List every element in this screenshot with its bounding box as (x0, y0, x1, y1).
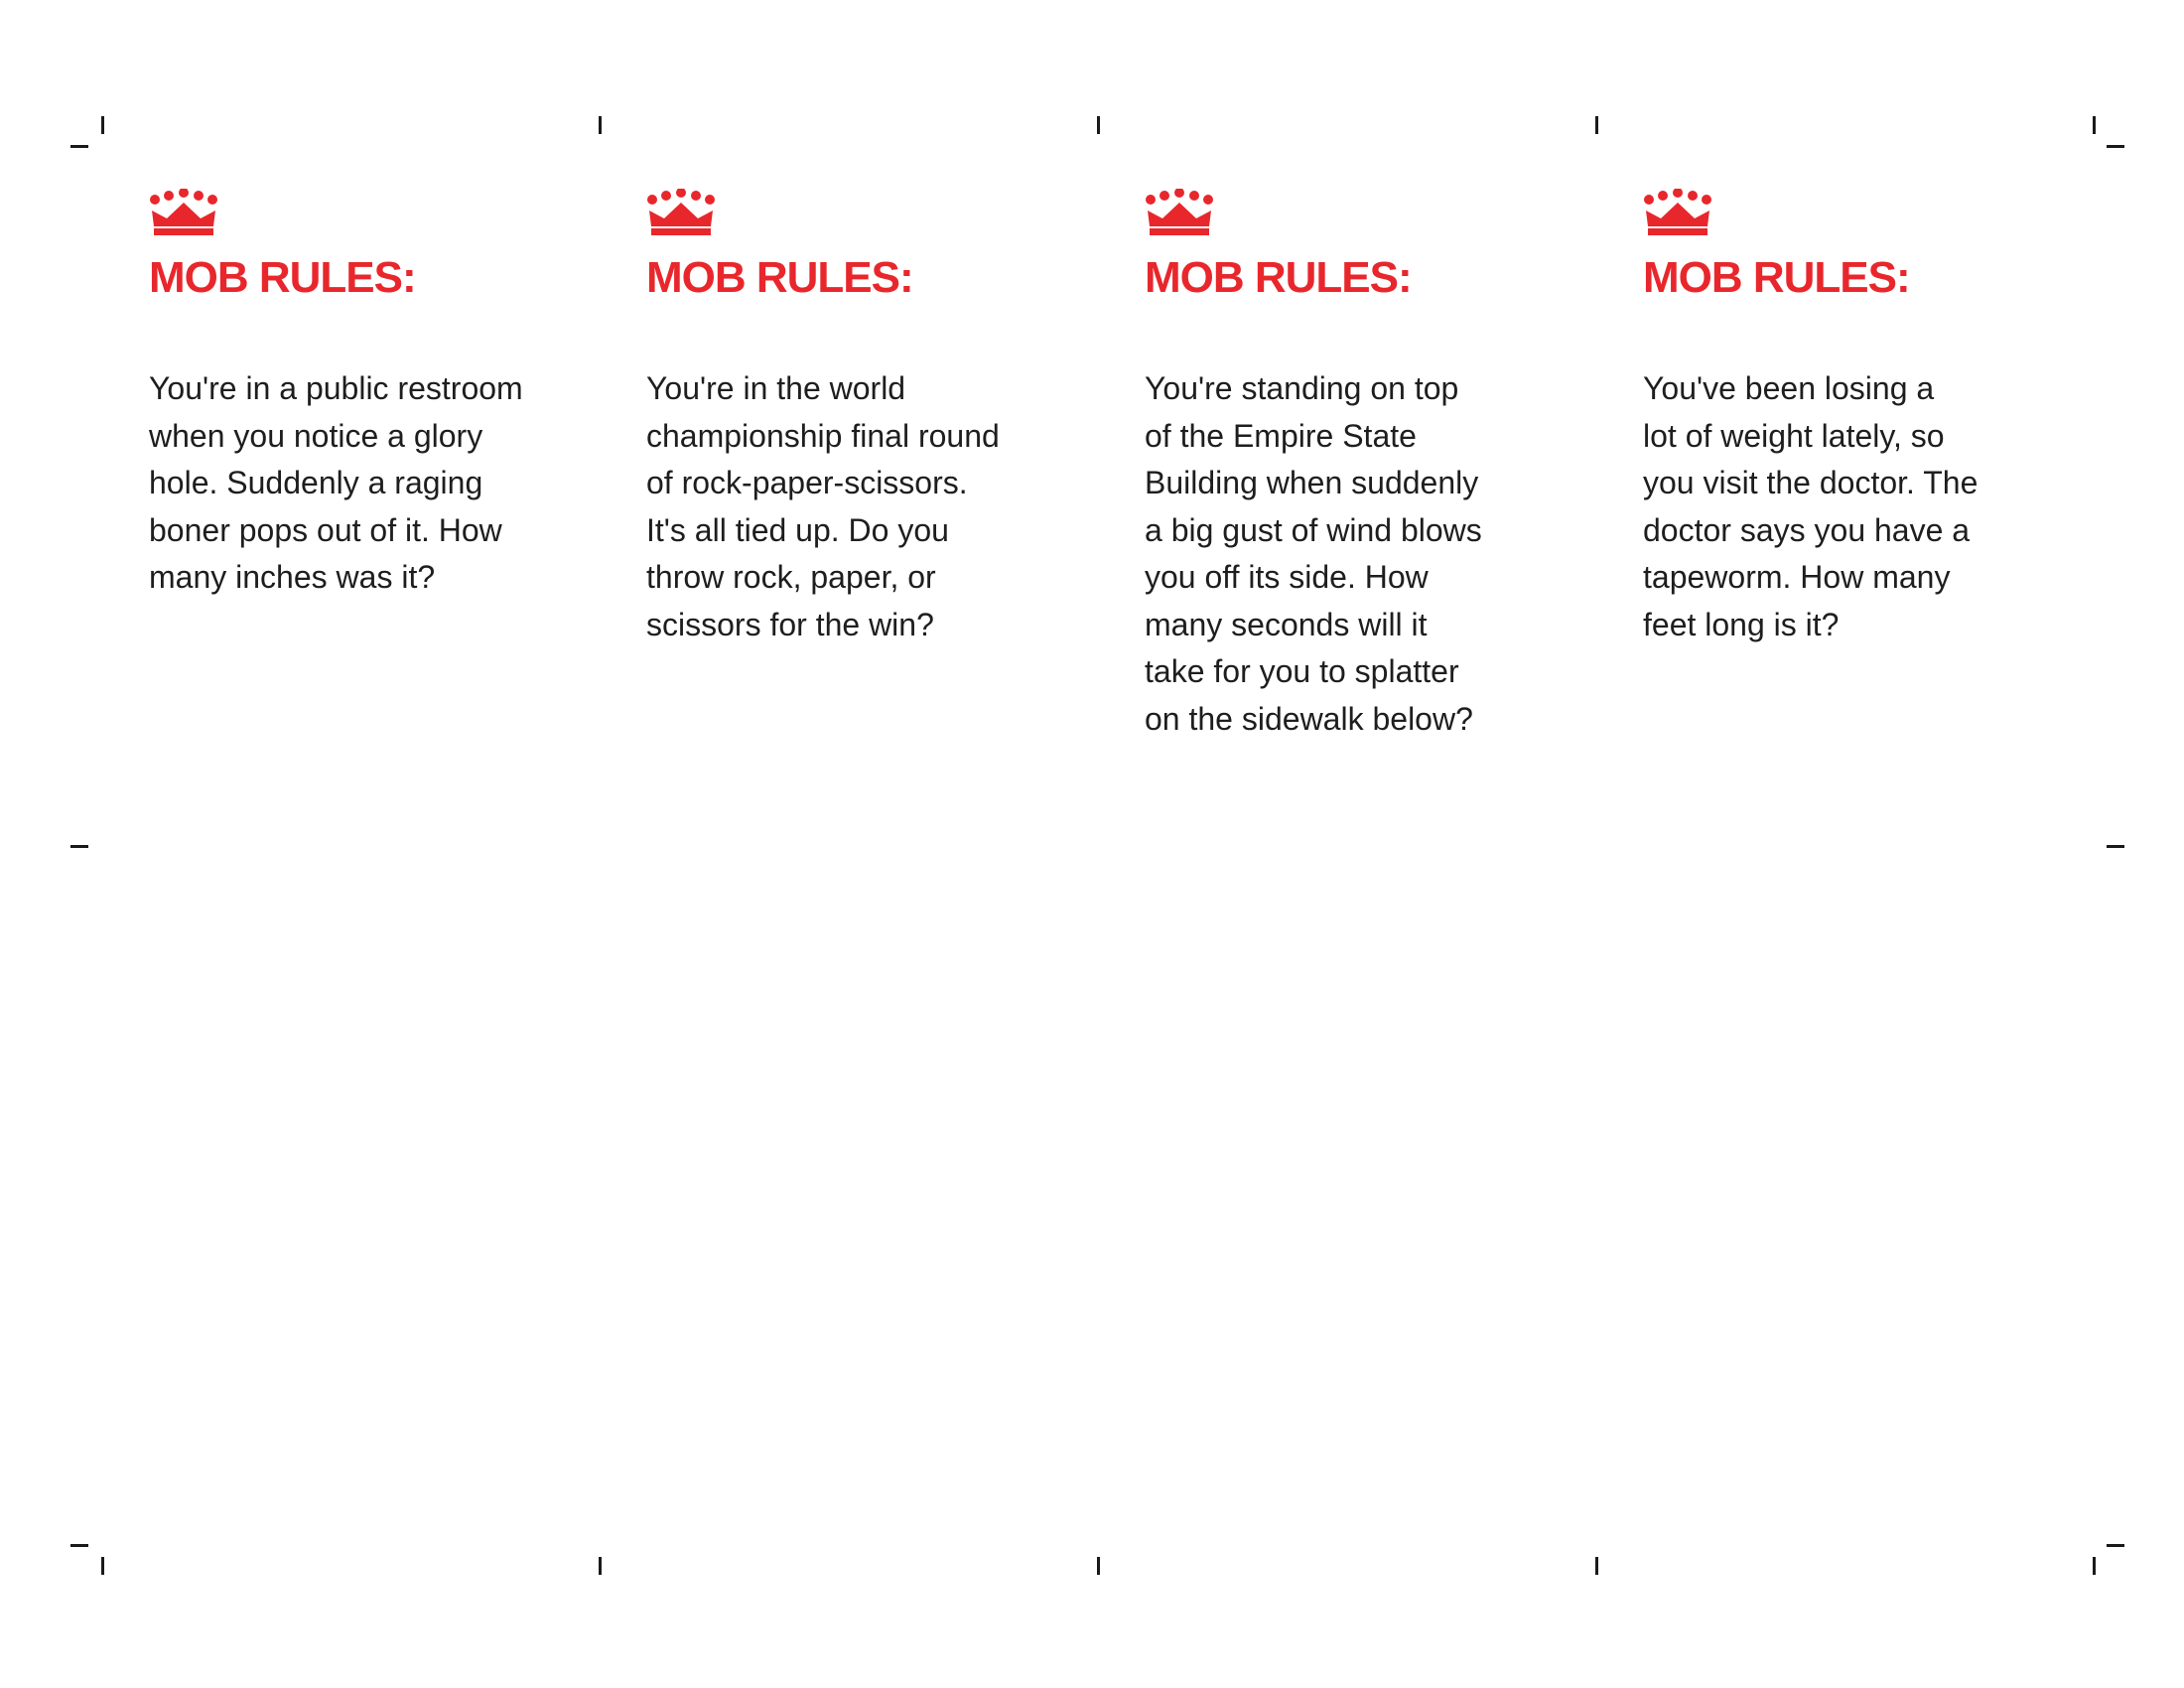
card-text-line: you visit the doctor. The (1643, 465, 1979, 500)
card-text-line: It's all tied up. Do you (646, 511, 949, 548)
crown-icon (1643, 189, 1712, 236)
card-text-line: hole. Suddenly a raging (149, 465, 483, 500)
crop-mark (70, 1544, 88, 1547)
card-text-line: when you notice a glory (149, 417, 483, 454)
crown-icon (1145, 189, 1214, 236)
crop-mark (599, 1557, 602, 1575)
card-text-line: lot of weight lately, so (1643, 417, 1945, 454)
crop-mark (2107, 845, 2124, 848)
card-text (149, 365, 566, 602)
card-text-line: of the Empire State (1145, 417, 1417, 454)
card-text-line: throw rock, paper, or (646, 559, 936, 595)
card-text-line: take for you to splatter (1145, 653, 1459, 689)
crown-icon (149, 189, 218, 236)
card-text-line: many seconds will it (1145, 606, 1428, 642)
card-1 (149, 189, 566, 602)
crop-mark (1595, 1557, 1598, 1575)
card-text-line: You're in the world (646, 370, 906, 406)
crop-mark (1097, 116, 1100, 134)
crop-mark (101, 1557, 104, 1575)
card-title: MOB RULES: (646, 253, 913, 302)
card-title: MOB RULES: (149, 253, 416, 302)
crop-mark (70, 845, 88, 848)
card-text-line: championship final round (646, 417, 1000, 454)
crop-mark (101, 116, 104, 134)
card-text (1145, 365, 1562, 743)
card-text-line: many inches was it? (149, 559, 436, 595)
card-text-line: of rock-paper-scissors. (646, 465, 968, 500)
crop-mark (599, 116, 602, 134)
card-text (646, 365, 1063, 648)
card-text-line: you off its side. How (1145, 559, 1429, 595)
card-3 (1145, 189, 1562, 743)
card-text-line: a big gust of wind blows (1145, 511, 1482, 548)
card-text-line: scissors for the win? (646, 606, 934, 642)
card-text-line: tapeworm. How many (1643, 559, 1951, 595)
card-text-line: doctor says you have a (1643, 511, 1971, 548)
card-2 (646, 189, 1063, 648)
crop-mark (2093, 116, 2096, 134)
card-text-line: Building when suddenly (1145, 465, 1479, 500)
card-text-line: You're in a public restroom (149, 370, 523, 406)
card-text-line: boner pops out of it. How (149, 511, 502, 548)
card-4 (1643, 189, 2060, 648)
crop-mark (2093, 1557, 2096, 1575)
crop-mark (2107, 145, 2124, 148)
card-text-line: You're standing on top (1145, 370, 1459, 406)
crop-mark (2107, 1544, 2124, 1547)
card-text-line: on the sidewalk below? (1145, 700, 1473, 737)
card-text (1643, 365, 2060, 648)
crop-mark (1595, 116, 1598, 134)
card-title: MOB RULES: (1643, 253, 1910, 302)
card-title: MOB RULES: (1145, 253, 1412, 302)
card-text-line: You've been losing a (1643, 370, 1935, 406)
crop-mark (1097, 1557, 1100, 1575)
crop-mark (70, 145, 88, 148)
crown-icon (646, 189, 716, 236)
card-text-line: feet long is it? (1643, 606, 1840, 642)
